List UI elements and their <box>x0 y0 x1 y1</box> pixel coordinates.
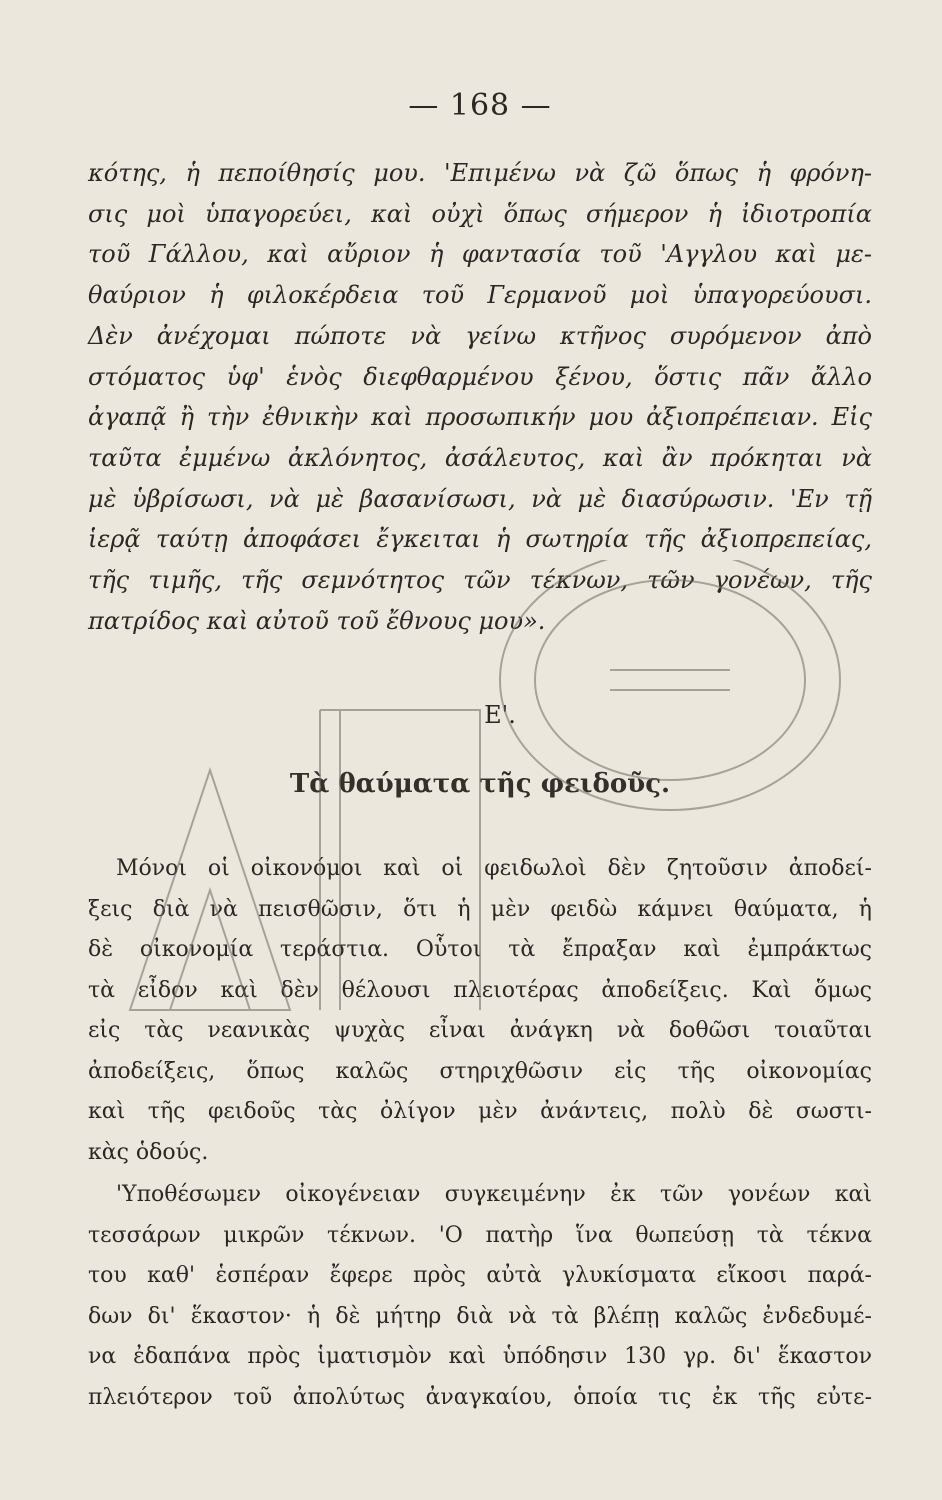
text-line: 'Υποθέσωμεν οἰκογένειαν συγκειμένην ἐκ τῶν γονέων καὶ <box>116 1182 872 1208</box>
text-line: να ἐδαπάνα πρὸς ἱματισμὸν καὶ ὑπόδησιν 130 γρ. δι' ἕκαστον <box>88 1344 872 1370</box>
text-line: μὲ ὑβρίσωσι, νὰ μὲ βασανίσωσι, νὰ μὲ διασύρωσιν. 'Εν τῇ <box>88 484 872 513</box>
text-line: τοῦ Γάλλου, καὶ αὔριον ἡ φαντασία τοῦ 'Αγγλου καὶ με- <box>88 240 872 269</box>
text-line: του καθ' ἑσπέραν ἔφερε πρὸς αὐτὰ γλυκίσματα εἴκοσι παρά- <box>88 1263 872 1289</box>
text-line: πλειότερον τοῦ ἀπολύτως ἀναγκαίου, ὁποία τις ἐκ τῆς εὐτε- <box>88 1384 872 1410</box>
text-line: ἀποδείξεις, ὅπως καλῶς στηριχθῶσιν εἰς τῆς οἰκονομίας <box>88 1058 872 1084</box>
text-line: καὶ τῆς φειδοῦς τὰς ὀλίγον μὲν ἀνάντεις, πολὺ δὲ σωστι- <box>88 1099 872 1125</box>
section-title: Τὰ θαύματα τῆς φειδοῦς. <box>289 769 671 800</box>
text-line: θαύριον ἡ φιλοκέρδεια τοῦ Γερμανοῦ μοὶ ὑπαγορεύουσι. <box>88 281 872 310</box>
text-line: δων δι' ἕκαστον· ἡ δὲ μήτηρ διὰ νὰ τὰ βλέπῃ καλῶς ἐνδεδυμέ- <box>88 1303 872 1329</box>
text-line: πατρίδος καὶ αὐτοῦ τοῦ ἔθνους μου». <box>88 606 546 635</box>
text-line: τεσσάρων μικρῶν τέκνων. 'Ο πατὴρ ἵνα θωπεύσῃ τὰ τέκνα <box>88 1222 872 1248</box>
text-line: κότης, ἡ πεποίθησίς μου. 'Επιμένω νὰ ζῶ ὅπως ἡ φρόνη- <box>88 159 872 187</box>
text-line: ἱερᾷ ταύτῃ ἀποφάσει ἔγκειται ἡ σωτηρία τῆς ἀξιοπρεπείας, <box>88 525 872 554</box>
text-line: ἀγαπᾷ ἢ τὴν ἐθνικὴν καὶ προσωπικήν μου ἀξιοπρέπειαν. Εἰς <box>88 403 872 432</box>
text-line: Μόνοι οἱ οἰκονόμοι καὶ οἱ φειδωλοὶ δὲν ζητοῦσιν ἀποδεί- <box>116 856 872 882</box>
page-number: — 168 — <box>408 88 552 123</box>
text-line: εἰς τὰς νεανικὰς ψυχὰς εἶναι ἀνάγκη νὰ δοθῶσι τοιαῦται <box>88 1018 872 1044</box>
text-line: Δὲν ἀνέχομαι πώποτε νὰ γείνω κτῆνος συρόμενον ἀπὸ <box>88 321 872 350</box>
text-line: στόματος ὑφ' ἑνὸς διεφθαρμένου ξένου, ὅστις πᾶν ἄλλο <box>88 362 872 391</box>
text-line: τὰ εἶδον καὶ δὲν θέλουσι πλειοτέρας ἀποδείξεις. Καὶ ὅμως <box>88 977 872 1003</box>
text-line: ξεις διὰ νὰ πεισθῶσιν, ὅτι ἡ μὲν φειδὼ κάμνει θαύματα, ἡ <box>88 896 872 922</box>
paragraph-2 <box>88 1175 872 1418</box>
section-number: Ε'. <box>484 701 516 730</box>
text-line: δὲ οἰκονομία τεράστια. Οὗτοι τὰ ἔπραξαν καὶ ἐμπράκτως <box>88 937 872 963</box>
opening-passage <box>88 153 872 641</box>
text-line: κὰς ὁδούς. <box>88 1139 209 1165</box>
text-line: ταῦτα ἐμμένω ἀκλόνητος, ἀσάλευτος, καὶ ἂν πρόκηται νὰ <box>88 443 872 472</box>
text-line: τῆς τιμῆς, τῆς σεμνότητος τῶν τέκνων, τῶν γονέων, τῆς <box>88 566 872 595</box>
paragraph-1 <box>88 849 872 1173</box>
text-line: σις μοὶ ὑπαγορεύει, καὶ οὐχὶ ὅπως σήμερον ἡ ἰδιοτροπία <box>88 199 872 228</box>
